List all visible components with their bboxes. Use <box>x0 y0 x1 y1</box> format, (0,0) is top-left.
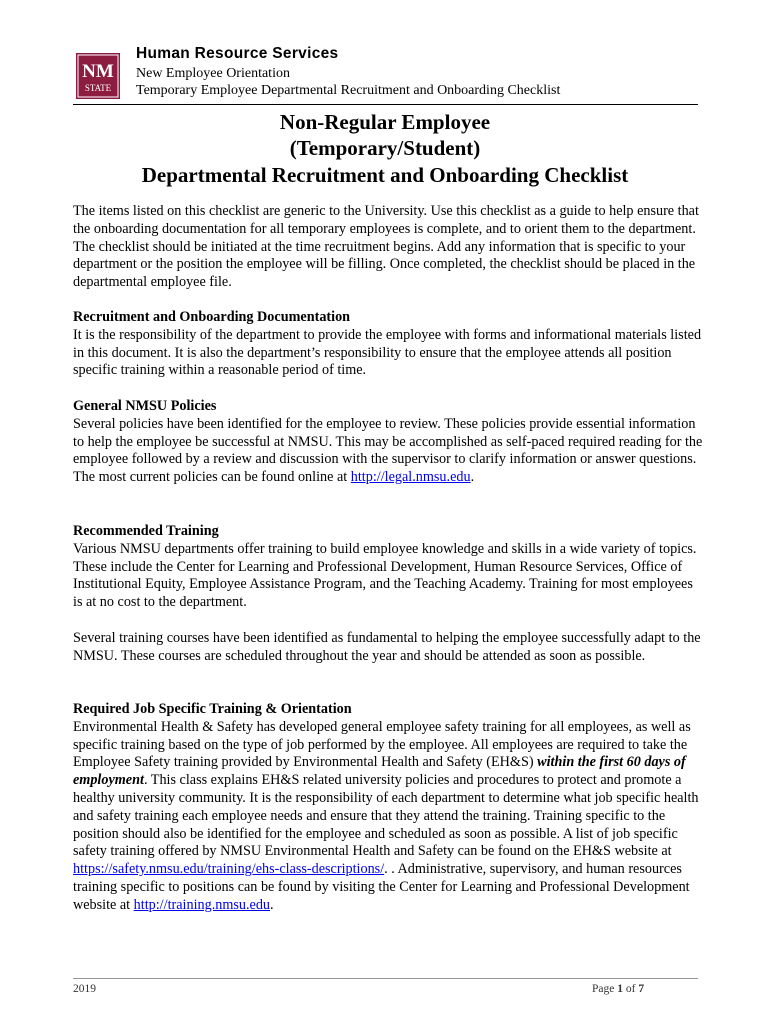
section-heading: Recommended Training <box>73 523 219 539</box>
header-line-1: New Employee Orientation <box>136 66 290 81</box>
section-training <box>73 523 703 665</box>
training-link[interactable]: http://training.nmsu.edu <box>133 896 271 913</box>
section-text: Several policies have been identified for the employee to review. These policies provide essential information to help the employee be successful at NMSU. This may be accomplished as self-paced required reading for the employee followed by a review and discussion with the supervisor to clarify information or answer questions. The most current policies can be found online at http://legal.nmsu.edu. <box>73 415 703 486</box>
section-text: Several training courses have been identified as fundamental to helping the employee successfully adapt to the NMSU. These courses are scheduled throughout the year and should be attended as soon as possible. <box>73 629 701 664</box>
ehs-link[interactable]: https://safety.nmsu.edu/training/ehs-class-descriptions/ <box>73 861 385 878</box>
header-org: Human Resource Services <box>136 45 339 62</box>
section-heading: Recruitment and Onboarding Documentation <box>73 309 351 325</box>
footer-divider <box>73 978 698 979</box>
logo-text-top: NM <box>82 61 114 82</box>
header-divider <box>73 104 698 105</box>
section-text: Environmental Health & Safety has developed general employee safety training for all employees, as well as specific training based on the type of job performed by the employee. All employees are required to take the Employee Safety training provided by Environmental Health and Safety (EH&S) within the first 60 days of employment. This class explains EH&S related university policies and procedures to protect and promote a healthy university community. It is the responsibility of each department to determine what job specific health and safety training each employee needs and ensure that they attend the training. Training specific to the position should also be identified for the employee and scheduled as soon as possible. A list of job specific safety training offered by NMSU Environmental Health and Safety can be found on the EH&S website at https://safety.nmsu.edu/training/ehs-class-descriptions/. . Administrative, supervisory, and human resources training specific to positions can be found by visiting the Center for Learning and Professional Development website at http://training.nmsu.edu. <box>73 718 699 913</box>
legal-link[interactable]: http://legal.nmsu.edu <box>350 469 471 486</box>
nmsu-logo <box>76 53 120 99</box>
intro-paragraph: The items listed on this checklist are generic to the University. Use this checklist as a guide to help ensure that the onboarding documentation for all temporary employees is complete, and to orient them to the department. The checklist should be initiated at the time recruitment begins. Add any information that is specific to your department or the position the employee will be filling. Once completed, the checklist should be placed in the departmental employee file. <box>73 203 699 291</box>
section-job-specific <box>73 701 703 915</box>
title-line-2: (Temporary/Student) <box>289 136 481 160</box>
section-text: It is the responsibility of the department to provide the employee with forms and informational materials listed in this document. It is also the department’s responsibility to ensure that the employee attends all position specific training within a reasonable period of time. <box>73 326 702 379</box>
footer-page-number: Page 1 of 7 <box>592 983 645 995</box>
section-text: Various NMSU departments offer training to build employee knowledge and skills in a wide variety of topics. These include the Center for Learning and Professional Development, Human Resource Services, Office of Institutional Equity, Employee Assistance Program, and the Teaching Academy. Training for most employees is at no cost to the department. <box>73 540 697 611</box>
title-line-3: Departmental Recruitment and Onboarding Checklist <box>141 163 629 187</box>
footer-year: 2019 <box>73 983 96 995</box>
section-policies <box>73 398 703 487</box>
section-heading: Required Job Specific Training & Orientation <box>73 701 352 717</box>
header-line-2: Temporary Employee Departmental Recruitment and Onboarding Checklist <box>136 83 561 98</box>
logo-text-bottom: STATE <box>84 83 112 93</box>
section-heading: General NMSU Policies <box>73 398 217 414</box>
title-line-1: Non-Regular Employee <box>279 110 491 134</box>
section-recruitment <box>73 309 703 380</box>
emphasis-text: within the first 60 days of employment <box>73 754 686 789</box>
